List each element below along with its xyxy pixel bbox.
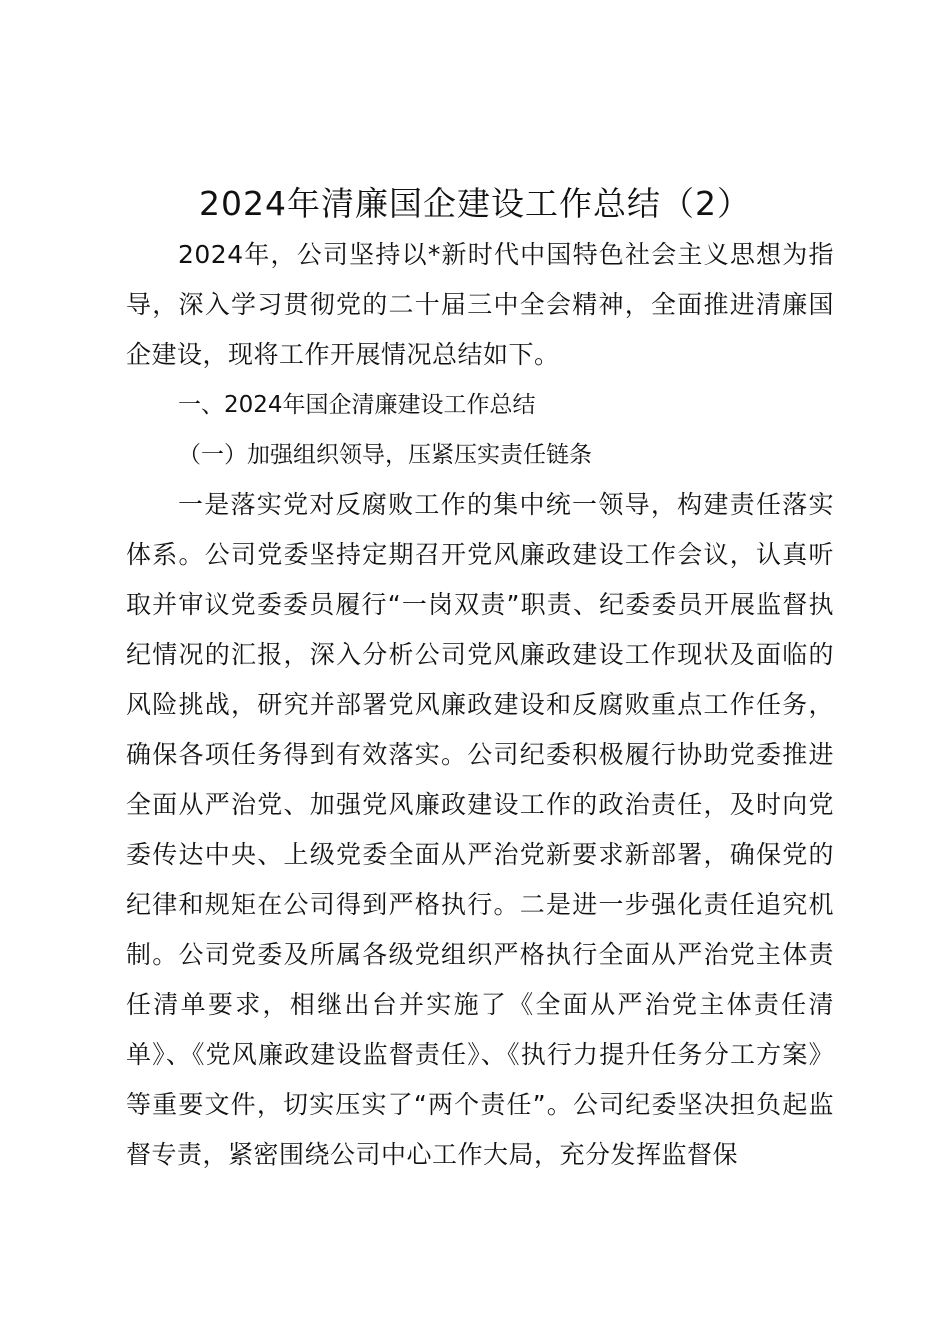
intro-paragraph: 2024年，公司坚持以*新时代中国特色社会主义思想为指导，深入学习贯彻党的二十届三中全会精神，全面推进清廉国企建设，现将工作开展情况总结如下。 (126, 240, 834, 369)
document-title: 2024年清廉国企建设工作总结（2） (199, 184, 751, 223)
body-paragraph: 一是落实党对反腐败工作的集中统一领导，构建责任落实体系。公司党委坚持定期召开党风廉政建设工作会议，认真听取并审议党委委员履行“一岗双责”职责、纪委委员开展监督执纪情况的汇报，深入分析公司党风廉政建设工作现状及面临的风险挑战，研究并部署党风廉政建设和反腐败重点工作任务，确保各项任务得到有效落实。公司纪委积极履行协助党委推进全面从严治党、加强党风廉政建设工作的政治责任，及时向党委传达中央、上级党委全面从严治党新要求新部署，确保党的纪律和规矩在公司得到严格执行。二是进一步强化责任追究机制。公司党委及所属各级党组织严格执行全面从严治党主体责任清单要求，相继出台并实施了《全面从严治党主体责任清单》、《党风廉政建设监督责任》、《执行力提升任务分工方案》等重要文件，切实压实了“两个责任”。公司纪委坚决担负起监督专责，紧密围绕公司中心工作大局，充分发挥监督保 (126, 490, 834, 1169)
section-heading: 一、2024年国企清廉建设工作总结 (178, 392, 536, 418)
subsection-heading: （一）加强组织领导，压紧压实责任链条 (178, 442, 592, 468)
